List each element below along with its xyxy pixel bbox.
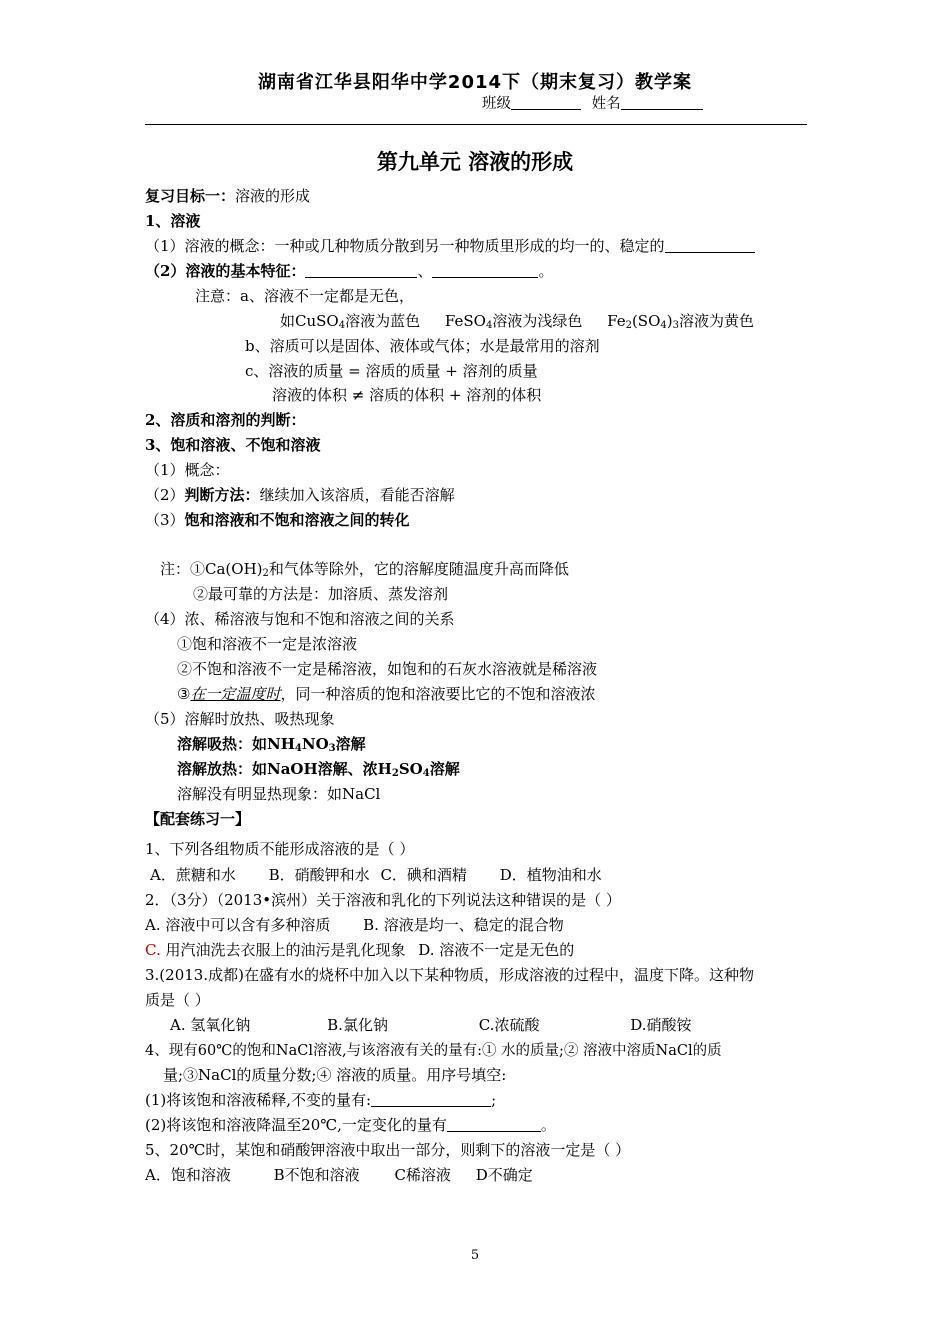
section-3-heading: 3、饱和溶液、不饱和溶液: [145, 436, 321, 454]
class-name-fields: [482, 92, 703, 113]
q4-blank-1[interactable]: [371, 1092, 491, 1107]
concept-blank[interactable]: [665, 238, 755, 253]
q3-option-c[interactable]: C.浓硫酸: [478, 1016, 540, 1034]
question-5-options: [145, 1164, 533, 1185]
question-4-part-2: (2)将该饱和溶液降温至20℃,一定变化的量有 。: [145, 1116, 556, 1134]
q2-option-c[interactable]: C. 用汽油洗去衣服上的油污是乳化现象: [145, 941, 406, 959]
heat-none: 溶解没有明显热现象：如NaCl: [177, 785, 381, 803]
q2-option-a[interactable]: A. 溶液中可以含有多种溶质: [145, 916, 331, 934]
q2-option-b[interactable]: B. 溶液是均一、稳定的混合物: [363, 916, 564, 934]
question-2-options-cd: [145, 939, 574, 960]
q3-option-b[interactable]: B.氯化钠: [327, 1016, 388, 1034]
relation-3: ③在一定温度时，同一种溶质的饱和溶液要比它的不饱和溶液浓: [177, 685, 596, 703]
unit-title: 第九单元 溶液的形成: [376, 150, 574, 174]
conversion-heading: （3）饱和溶液和不饱和溶液之间的转化: [145, 511, 410, 529]
question-1: 1、下列各组物质不能形成溶液的是（ ）: [145, 840, 415, 858]
example-fe2so43: $Fe_2(SO_4)_3$溶液为黄色: [607, 312, 755, 331]
review-goal: 复习目标一：溶液的形成: [145, 187, 311, 205]
relation-1: ①饱和溶液不一定是浓溶液: [177, 635, 358, 653]
header-divider: [145, 124, 807, 125]
question-3-line-2: 质是（ ）: [145, 991, 210, 1009]
page-number: 5: [470, 1248, 480, 1263]
q5-option-c[interactable]: C稀溶液: [394, 1166, 451, 1184]
question-3-options: [170, 1014, 692, 1035]
q1-option-d[interactable]: D．植物油和水: [499, 866, 602, 884]
q3-option-d[interactable]: D.硝酸铵: [630, 1016, 692, 1034]
practice-title: 【配套练习一】: [145, 810, 251, 828]
question-4-part-1: (1)将该饱和溶液稀释,不变的量有: ;: [145, 1091, 497, 1109]
note-a-examples: [280, 310, 754, 331]
note-c-volume: 溶液的体积 ≠ 溶质的体积 + 溶剂的体积: [272, 386, 542, 404]
class-blank[interactable]: [511, 95, 581, 110]
solution-features: （2）溶液的基本特征： 、 。: [145, 262, 554, 280]
note-reliable-method: ②最可靠的方法是：加溶质、蒸发溶剂: [193, 585, 449, 603]
heat-absorb: 溶解吸热：如$NH_4NO_3$溶解: [177, 735, 366, 754]
document-header-title: 湖南省江华县阳华中学2014下（期末复习）教学案: [257, 72, 693, 93]
q4-blank-2[interactable]: [447, 1117, 541, 1132]
q1-option-a[interactable]: A．蔗糖和水: [150, 866, 236, 884]
note-c: c、溶液的质量 = 溶质的质量 + 溶剂的质量: [245, 362, 538, 380]
q5-option-d[interactable]: D不确定: [475, 1166, 533, 1184]
q5-option-b[interactable]: B不饱和溶液: [273, 1166, 360, 1184]
judge-method: （2）判断方法：继续加入该溶质，看能否溶解: [145, 486, 455, 504]
question-4-line-1: 4、现有60℃的饱和NaCl溶液,与该溶液有关的量有:① 水的质量;② 溶液中溶质NaCl的质: [145, 1043, 722, 1059]
note-a: 注意：a、溶液不一定都是无色，: [195, 287, 414, 305]
name-blank[interactable]: [621, 95, 703, 110]
q3-option-a[interactable]: A. 氢氧化钠: [170, 1016, 251, 1034]
class-label: 班级: [482, 96, 511, 112]
note-caoh2: 注：$①Ca(OH)_2$和气体等除外，它的溶解度随温度升高而降低: [160, 560, 569, 579]
saturated-concept: （1）概念：: [145, 461, 230, 479]
question-2-options-ab: [145, 914, 564, 935]
question-5: 5、20℃时，某饱和硝酸钾溶液中取出一部分，则剩下的溶液一定是（ ）: [145, 1141, 631, 1159]
example-cuso4: 如CuSO$_4$溶液为蓝色: [280, 312, 421, 331]
note-b: b、溶质可以是固体、液体或气体；水是最常用的溶剂: [245, 337, 600, 355]
heat-phenomena: （5）溶解时放热、吸热现象: [145, 710, 335, 728]
question-4-line-2: 量;③NaCl的质量分数;④ 溶液的质量。用序号填空:: [163, 1066, 507, 1084]
q1-option-b[interactable]: B．硝酸钾和水: [268, 866, 370, 884]
question-2: 2．（3分）（2013•滨州）关于溶液和乳化的下列说法这种错误的是（ ）: [145, 891, 621, 909]
example-feso4: FeSO$_4$溶液为浅绿色: [444, 312, 583, 331]
feature-blank-1[interactable]: [305, 263, 417, 278]
q2-option-d[interactable]: D. 溶液不一定是无色的: [418, 941, 575, 959]
section-2-heading: 2、溶质和溶剂的判断：: [145, 411, 306, 429]
section-1-heading: 1、溶液: [145, 212, 201, 230]
concentration-relation: （4）浓、稀溶液与饱和不饱和溶液之间的关系: [145, 610, 455, 628]
q5-option-a[interactable]: A．饱和溶液: [145, 1166, 231, 1184]
feature-blank-2[interactable]: [432, 263, 538, 278]
question-3-line-1: 3.(2013.成都)在盛有水的烧杯中加入以下某种物质，形成溶液的过程中，温度下降。这种物: [145, 966, 754, 984]
relation-2: ②不饱和溶液不一定是稀溶液，如饱和的石灰水溶液就是稀溶液: [177, 660, 598, 678]
q1-option-c[interactable]: C．碘和酒精: [380, 866, 467, 884]
heat-release: 溶解放热：如NaOH溶解、浓$H_2SO_4$溶解: [177, 760, 460, 779]
name-label: 姓名: [591, 96, 621, 112]
solution-concept: （1）溶液的概念：一种或几种物质分散到另一种物质里形成的均一的、稳定的: [145, 235, 755, 256]
question-1-options: [150, 864, 602, 885]
